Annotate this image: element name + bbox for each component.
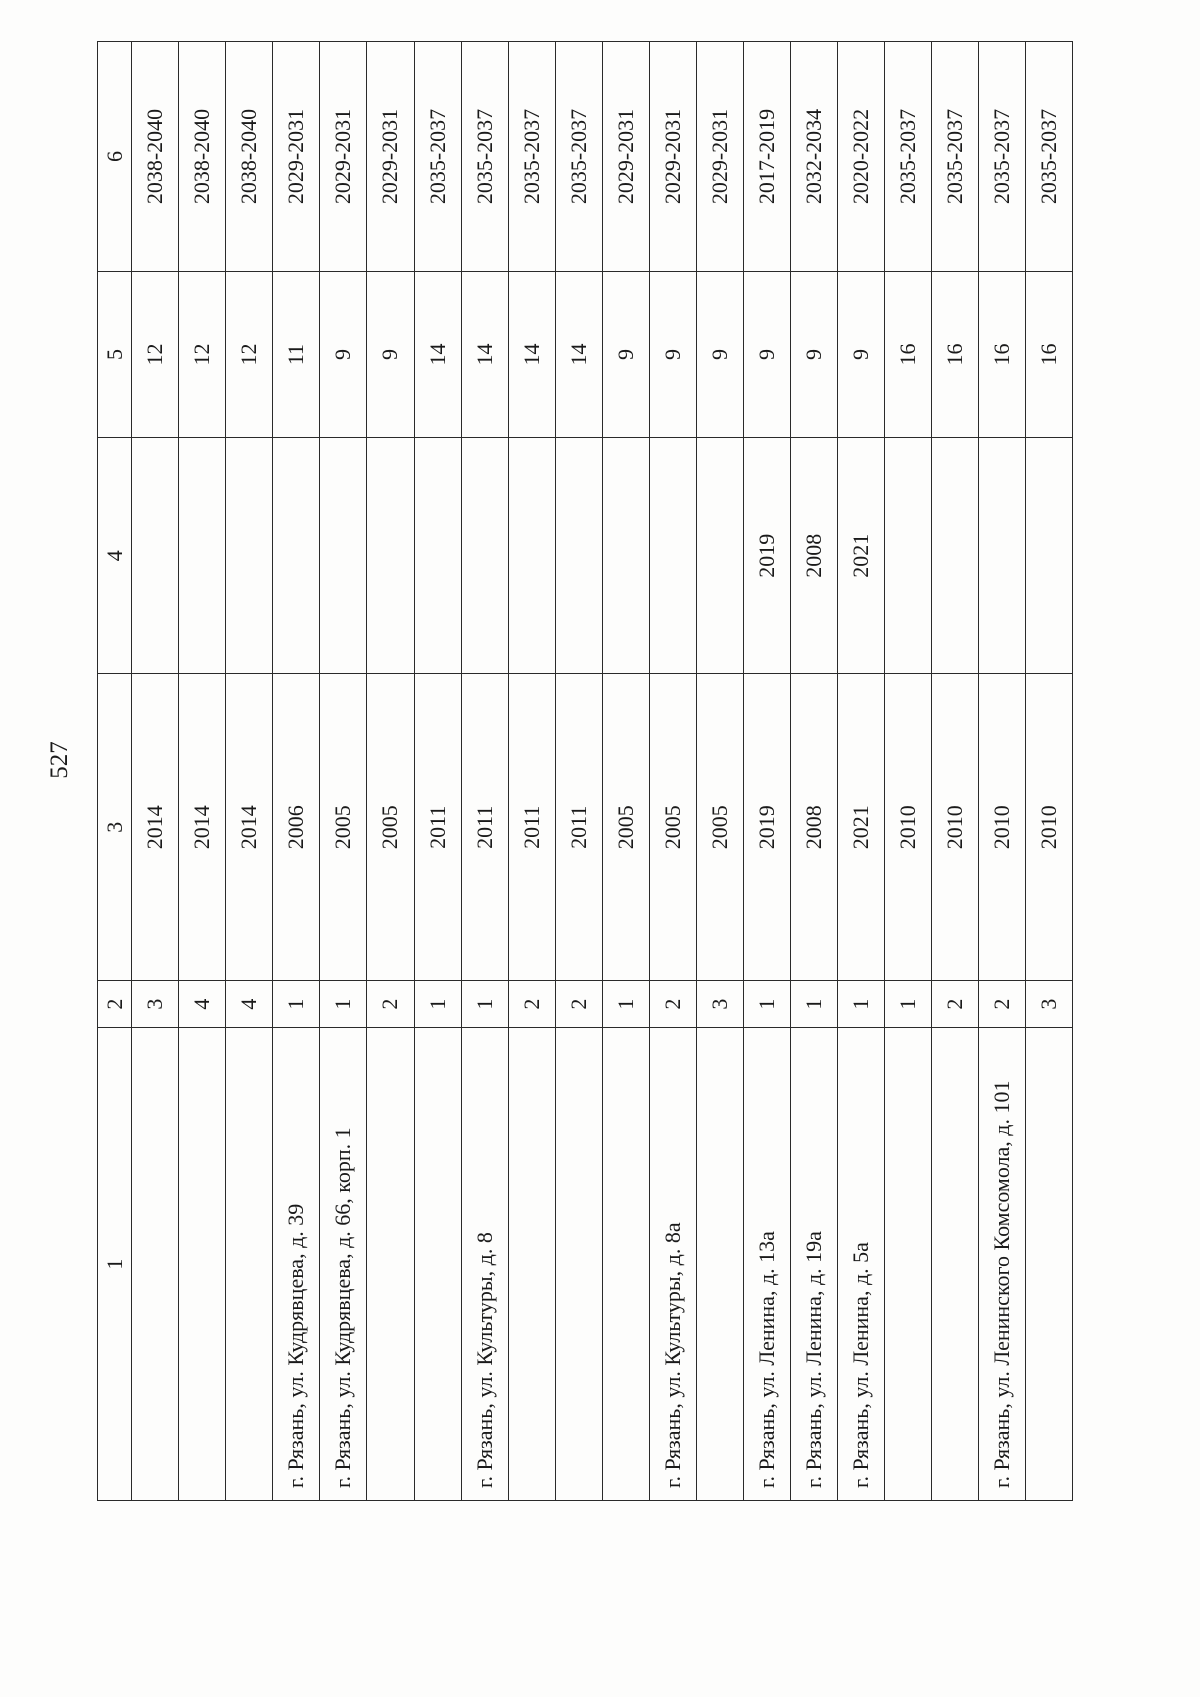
table-cell: 16	[978, 272, 1025, 438]
address-cell: г. Рязань, ул. Ленина, д. 5а	[837, 1028, 884, 1501]
column-header: 4	[98, 438, 132, 674]
page-number: 527	[46, 741, 73, 779]
table-cell: 9	[743, 272, 790, 438]
table-cell: 2005	[696, 674, 743, 981]
table-cell: 16	[931, 272, 978, 438]
table-cell: 2029-2031	[367, 42, 414, 272]
table-cell: 2010	[884, 674, 931, 981]
table-row	[132, 42, 179, 1501]
address-cell	[1025, 1028, 1072, 1501]
table-cell: 2011	[508, 674, 555, 981]
table-cell: 2005	[602, 674, 649, 981]
table-cell: 1	[320, 981, 367, 1028]
table-cell: 12	[226, 272, 273, 438]
table-cell: 2035-2037	[978, 42, 1025, 272]
address-cell: г. Рязань, ул. Ленинского Комсомола, д. 101	[978, 1028, 1025, 1501]
table-cell: 2021	[837, 674, 884, 981]
address-cell: г. Рязань, ул. Ленина, д. 13а	[743, 1028, 790, 1501]
table-cell: 3	[696, 981, 743, 1028]
table-cell: 2035-2037	[461, 42, 508, 272]
table-cell: 2035-2037	[884, 42, 931, 272]
table-cell: 12	[179, 272, 226, 438]
table-cell: 16	[884, 272, 931, 438]
table-cell	[696, 438, 743, 674]
table-cell	[555, 438, 602, 674]
address-cell: г. Рязань, ул. Культуры, д. 8	[461, 1028, 508, 1501]
table-cell: 2029-2031	[602, 42, 649, 272]
table-cell: 4	[179, 981, 226, 1028]
table-container	[97, 41, 1073, 1501]
table-cell: 16	[1025, 272, 1072, 438]
table-cell: 14	[414, 272, 461, 438]
table-cell: 2011	[555, 674, 602, 981]
table-row	[1025, 42, 1072, 1501]
table-cell: 2	[555, 981, 602, 1028]
table-row	[978, 42, 1025, 1501]
address-cell	[508, 1028, 555, 1501]
table-row	[696, 42, 743, 1501]
column-header: 1	[98, 1028, 132, 1501]
table-row	[226, 42, 273, 1501]
table-cell: 2038-2040	[226, 42, 273, 272]
table-row	[602, 42, 649, 1501]
table-cell: 2021	[837, 438, 884, 674]
table-cell	[226, 438, 273, 674]
table-cell: 2005	[367, 674, 414, 981]
table-cell: 2014	[226, 674, 273, 981]
table-row	[743, 42, 790, 1501]
table-cell: 4	[226, 981, 273, 1028]
table-cell: 1	[884, 981, 931, 1028]
address-cell	[931, 1028, 978, 1501]
address-cell: г. Рязань, ул. Ленина, д. 19а	[790, 1028, 837, 1501]
table-row	[884, 42, 931, 1501]
table-cell: 2	[508, 981, 555, 1028]
table-row	[555, 42, 602, 1501]
table-cell: 2005	[320, 674, 367, 981]
table-cell	[273, 438, 320, 674]
table-cell: 2008	[790, 674, 837, 981]
table-cell	[649, 438, 696, 674]
table-cell	[132, 438, 179, 674]
table-cell: 14	[508, 272, 555, 438]
table-cell	[884, 438, 931, 674]
table-row	[179, 42, 226, 1501]
table-cell	[978, 438, 1025, 674]
table-row	[461, 42, 508, 1501]
table-cell: 3	[132, 981, 179, 1028]
table-row	[649, 42, 696, 1501]
table-row	[414, 42, 461, 1501]
address-cell	[696, 1028, 743, 1501]
table-cell: 2019	[743, 438, 790, 674]
table-cell: 2006	[273, 674, 320, 981]
table-cell: 9	[649, 272, 696, 438]
table-cell: 2011	[414, 674, 461, 981]
column-header: 2	[98, 981, 132, 1028]
table-cell: 2029-2031	[696, 42, 743, 272]
table-cell: 2019	[743, 674, 790, 981]
table-cell: 2010	[1025, 674, 1072, 981]
address-cell	[226, 1028, 273, 1501]
table-cell: 3	[1025, 981, 1072, 1028]
table-cell	[367, 438, 414, 674]
table-cell	[931, 438, 978, 674]
table-cell: 9	[602, 272, 649, 438]
table-row	[320, 42, 367, 1501]
table-cell: 14	[555, 272, 602, 438]
address-cell	[555, 1028, 602, 1501]
table-cell: 2035-2037	[555, 42, 602, 272]
table-cell	[602, 438, 649, 674]
table-cell: 2014	[132, 674, 179, 981]
table-cell: 14	[461, 272, 508, 438]
table-cell: 1	[602, 981, 649, 1028]
table-row	[508, 42, 555, 1501]
table-cell: 9	[837, 272, 884, 438]
table-cell	[1025, 438, 1072, 674]
table-cell: 2035-2037	[508, 42, 555, 272]
table-cell: 2	[367, 981, 414, 1028]
address-cell	[602, 1028, 649, 1501]
table-row	[367, 42, 414, 1501]
table-cell	[508, 438, 555, 674]
column-header: 6	[98, 42, 132, 272]
table-cell: 1	[273, 981, 320, 1028]
address-cell: г. Рязань, ул. Кудрявцева, д. 66, корп. 1	[320, 1028, 367, 1501]
column-header: 5	[98, 272, 132, 438]
table-cell: 2038-2040	[179, 42, 226, 272]
table-cell: 1	[790, 981, 837, 1028]
table-cell: 9	[367, 272, 414, 438]
table-cell: 11	[273, 272, 320, 438]
address-cell	[367, 1028, 414, 1501]
table-cell: 2	[649, 981, 696, 1028]
table-cell: 1	[837, 981, 884, 1028]
table-row	[931, 42, 978, 1501]
table-cell: 2008	[790, 438, 837, 674]
table-cell	[461, 438, 508, 674]
table-cell: 2032-2034	[790, 42, 837, 272]
table-cell: 1	[461, 981, 508, 1028]
table-cell: 2011	[461, 674, 508, 981]
table-header-row	[98, 42, 132, 1501]
address-cell	[414, 1028, 461, 1501]
table-cell: 2029-2031	[320, 42, 367, 272]
table-cell: 2	[978, 981, 1025, 1028]
table-cell: 2005	[649, 674, 696, 981]
table-cell: 1	[743, 981, 790, 1028]
table-cell: 9	[790, 272, 837, 438]
column-header: 3	[98, 674, 132, 981]
table-cell: 1	[414, 981, 461, 1028]
table-cell	[179, 438, 226, 674]
table-cell: 2010	[978, 674, 1025, 981]
table-cell: 2017-2019	[743, 42, 790, 272]
table-cell: 2035-2037	[1025, 42, 1072, 272]
table-cell: 2014	[179, 674, 226, 981]
table-cell: 2010	[931, 674, 978, 981]
table-cell: 2029-2031	[649, 42, 696, 272]
address-cell: г. Рязань, ул. Культуры, д. 8а	[649, 1028, 696, 1501]
table-row	[837, 42, 884, 1501]
table-cell: 12	[132, 272, 179, 438]
table-cell: 9	[696, 272, 743, 438]
address-cell	[884, 1028, 931, 1501]
table-cell: 2035-2037	[931, 42, 978, 272]
table-cell: 9	[320, 272, 367, 438]
table-cell: 2035-2037	[414, 42, 461, 272]
table-cell	[320, 438, 367, 674]
table-row	[273, 42, 320, 1501]
table-cell: 2020-2022	[837, 42, 884, 272]
table-cell: 2029-2031	[273, 42, 320, 272]
table-cell: 2	[931, 981, 978, 1028]
table-cell: 2038-2040	[132, 42, 179, 272]
table-row	[790, 42, 837, 1501]
table-cell	[414, 438, 461, 674]
data-table	[97, 41, 1073, 1501]
address-cell: г. Рязань, ул. Кудрявцева, д. 39	[273, 1028, 320, 1501]
address-cell	[179, 1028, 226, 1501]
address-cell	[132, 1028, 179, 1501]
